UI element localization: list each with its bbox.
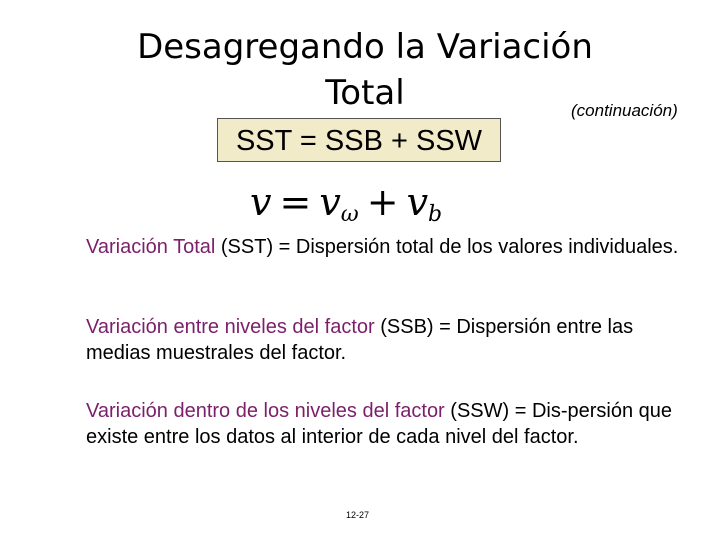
definition-within-variation: (SSW) = Dis-persión que existe entre los datos al interior de cada nivel del factor.: [86, 400, 673, 448]
formula-term2-base: v: [406, 180, 429, 224]
paragraph-total-variation: [86, 234, 696, 260]
term-between-variation: Variación entre niveles del factor: [86, 316, 375, 338]
formula-lhs: v: [250, 180, 272, 224]
equation-box: SST = SSB + SSW: [217, 118, 501, 162]
slide-title-line2: Total: [325, 73, 405, 113]
paragraph-within-variation: [86, 398, 696, 450]
term-within-variation: Variación dentro de los niveles del factor: [86, 400, 445, 422]
variance-formula: [250, 180, 442, 227]
slide-subtitle: (continuación): [571, 101, 678, 120]
slide-title-line1: Desagregando la Variación: [137, 27, 593, 67]
formula-term2-sub: b: [428, 202, 443, 227]
paragraph-between-variation: [86, 314, 696, 366]
slide-number: 12-27: [346, 510, 370, 520]
definition-between-variation: (SSB) = Dispersión entre las medias muestrales del factor.: [86, 316, 634, 364]
term-total-variation: Variación Total: [86, 236, 216, 258]
formula-term1-base: v: [319, 180, 341, 224]
formula-term1-sub: ω: [340, 202, 359, 227]
formula-plus: +: [366, 180, 399, 224]
slide-title: [120, 24, 610, 116]
formula-equals: =: [279, 180, 312, 224]
definition-total-variation: (SST) = Dispersión total de los valores individuales.: [215, 236, 679, 258]
